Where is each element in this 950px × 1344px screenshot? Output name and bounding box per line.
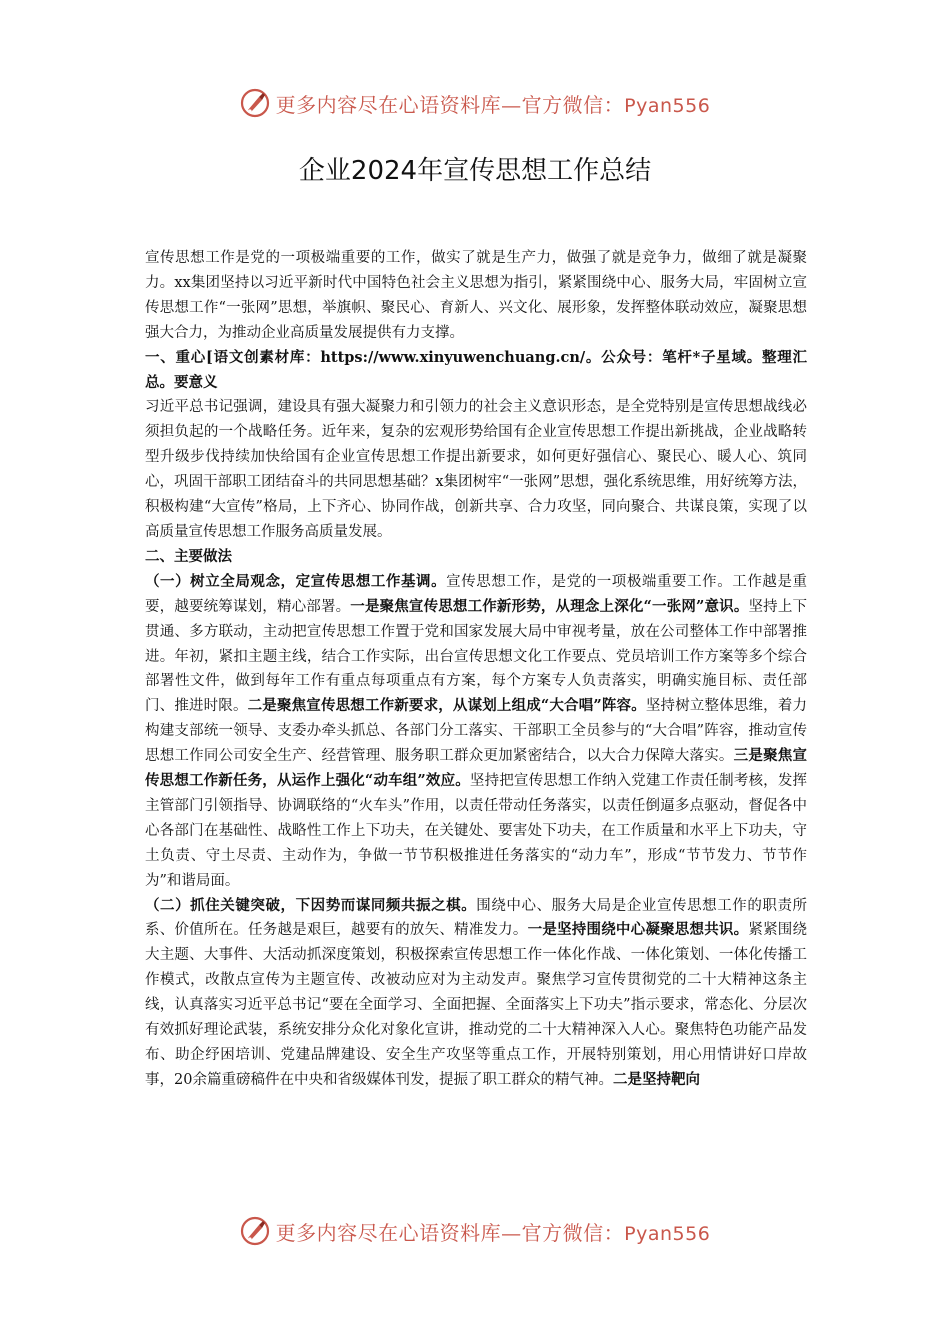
point-1-heading: 一是坚持围绕中心凝聚思想共识。 xyxy=(527,921,749,939)
significance-paragraph: 习近平总书记强调，建设具有强大凝聚力和引领力的社会主义意识形态，是全党特别是宣传思想战线必须担负起的一个战略任务。近年来，复杂的宏观形势给国有企业宣传思想工作提出新挑战，企业战略转型升级步伐持续加快给国有企业宣传思想工作提出新要求，如何更好强信心、聚民心、暖人心、筑同心，巩固干部职工团结奋斗的共同思想基础？x集团树牢“一张网”思想，强化系统思维，用好统筹方法，积极构建“大宣传”格局，上下齐心、协同作战，创新共享、合力攻坚，同向聚合、共谋良策，实现了以高质量宣传思想工作服务高质量发展。 xyxy=(145,399,807,540)
subsection-2-heading: （二）抓住关键突破，下因势而谋同频共振之棋。 xyxy=(145,896,477,914)
wechat-id: Pyan556 xyxy=(624,1222,711,1245)
point-2-heading: 二是聚焦宣传思想工作新要求，从谋划上组成“大合唱”阵容。 xyxy=(247,697,646,715)
subsection-2-paragraph: （二）抓住关键突破，下因势而谋同频共振之棋。围绕中心、服务大局是企业宣传思想工作的职责所系、价值所在。任务越是艰巨，越要有的放矢、精准发力。一是坚持围绕中心凝聚思想共识。紧紧围绕大主题、大事件、大活动抓深度策划，积极探索宣传思想工作一体化作战、一体化策划、一体化传播工作模式，改散点宣传为主题宣传、改被动应对为主动发声。聚焦学习宣传贯彻党的二十大精神这条主线，认真落实习近平总书记“要在全面学习、全面把握、全面落实上下功夫”指示要求，常态化、分层次有效抓好理论武装，系统安排分众化对象化宣讲，推动党的二十大精神深入人心。聚焦特色功能产品发布、助企纾困培训、党建品牌建设、安全生产攻坚等重点工作，开展特别策划，用心用情讲好口岸故事，20余篇重磅稿件在中央和省级媒体刊发，提振了职工群众的精气神。二是坚持靶向 xyxy=(145,896,808,1088)
watermark-text: 更多内容尽在心语资料库—官方微信：Pyan556 xyxy=(275,92,711,117)
section-heading-1: 一、重心[语文创素材库：https://www.xinyuwenchuang.cn/。公众号：笔杆*子星域。整理汇总。要意义 xyxy=(145,348,807,391)
point-2-heading: 二是坚持靶向 xyxy=(612,1070,700,1088)
pen-nib-logo-icon xyxy=(240,88,270,118)
subsection-1-paragraph: （一）树立全局观念，定宣传思想工作基调。宣传思想工作，是党的一项极端重要工作。工作越是重要，越要统筹谋划，精心部署。一是聚焦宣传思想工作新形势，从理念上深化“一张网”意识。坚持上下贯通、多方联动，主动把宣传思想工作置于党和国家发展大局中审视考量，放在公司整体工作中部署推进。年初，紧扣主题主线，结合工作实际，出台宣传思想文化工作要点、党员培训工作方案等多个综合部署性文件，做到每年工作有重点每项重点有方案，每个方案专人负责落实，明确实施目标、责任部门、推进时限。二是聚焦宣传思想工作新要求，从谋划上组成“大合唱”阵容。坚持树立整体思维，着力构建支部统一领导、支委办牵头抓总、各部门分工落实、干部职工全员参与的“大合唱”阵容，推动宣传思想工作同公司安全生产、经营管理、服务职工群众更加紧密结合，以大合力保障大落实。三是聚焦宣传思想工作新任务，从运作上强化“动车组”效应。坚持把宣传思想工作纳入党建工作责任制考核，发挥主管部门引领指导、协调联络的“火车头”作用，以责任带动任务落实，以责任倒逼多点驱动，督促各中心各部门在基础性、战略性工作上下功夫，在关键处、要害处下功夫，在工作质量和水平上下功夫，守土负责、守土尽责、主动作为，争做一节节积极推进任务落实的“动力车”，形成“节节发力、节节作为”和谐局面。 xyxy=(145,572,808,889)
section-heading-2: 二、主要做法 xyxy=(145,547,232,565)
footer-watermark-banner xyxy=(0,1211,950,1251)
point-3-heading: 三是聚焦宣传思想工作新任务，从运作上强化“动车组”效应。 xyxy=(145,747,808,790)
watermark-text: 更多内容尽在心语资料库—官方微信：Pyan556 xyxy=(275,1220,711,1245)
subsection-1-heading: （一）树立全局观念，定宣传思想工作基调。 xyxy=(145,572,447,590)
point-1-heading: 一是聚焦宣传思想工作新形势，从理念上深化“一张网”意识。 xyxy=(350,597,749,615)
document-body xyxy=(145,246,807,1093)
pen-nib-logo-icon xyxy=(240,1216,270,1246)
document-title: 企业2024年宣传思想工作总结 xyxy=(298,156,652,186)
intro-paragraph: 宣传思想工作是党的一项极端重要的工作，做实了就是生产力，做强了就是竞争力，做细了就是凝聚力。xx集团坚持以习近平新时代中国特色社会主义思想为指引，紧紧围绕中心、服务大局，牢固树立宣传思想工作“一张网”思想，举旗帜、聚民心、育新人、兴文化、展形象，发挥整体联动效应，凝聚思想强大合力，为推动企业高质量发展提供有力支撑。 xyxy=(145,250,807,341)
header-watermark-banner xyxy=(0,83,950,123)
wechat-id: Pyan556 xyxy=(624,94,711,117)
